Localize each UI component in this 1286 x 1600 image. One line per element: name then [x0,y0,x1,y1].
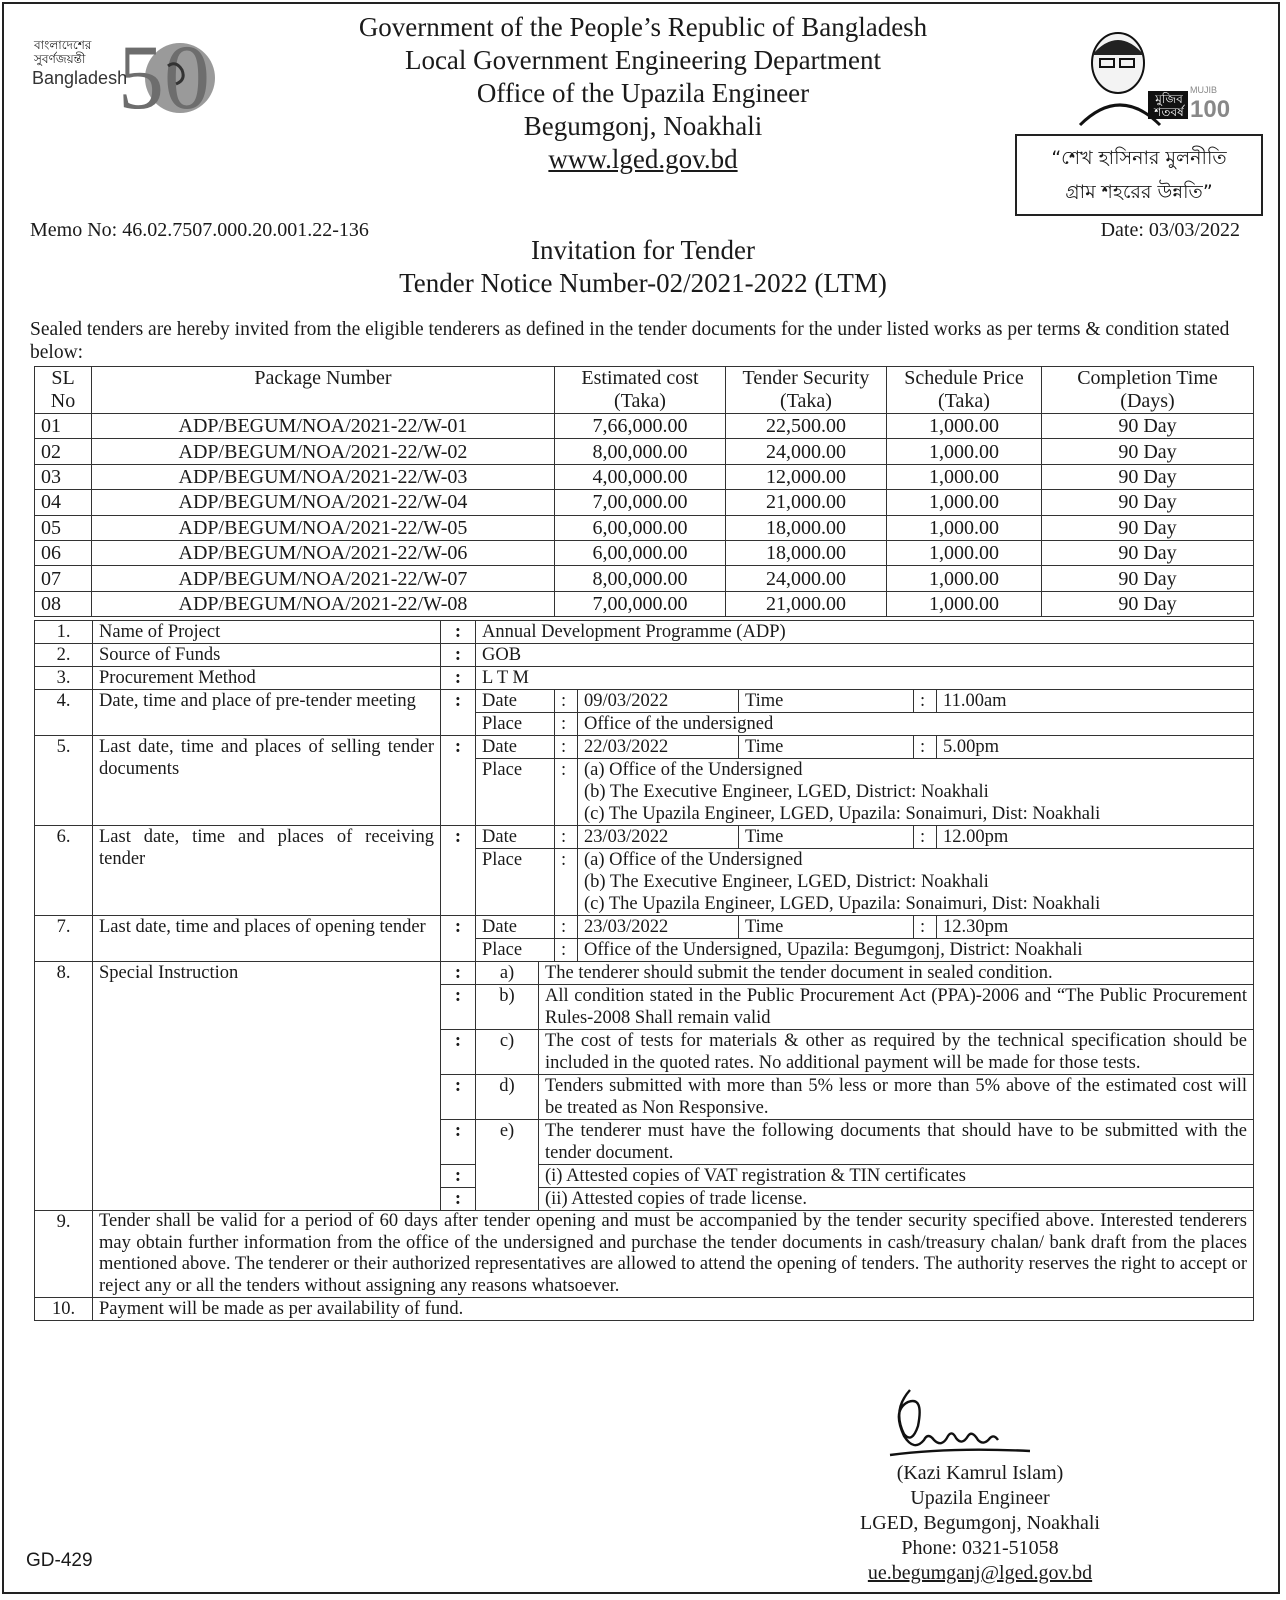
package-row [35,439,1254,464]
mujib-en-text: MUJIB [1190,85,1217,95]
col-header-security: Tender Security (Taka) [726,367,887,414]
details-table [34,620,1254,1321]
package-schedule-price: 1,000.00 [887,490,1042,515]
package-sl: 03 [35,464,92,489]
funds-source: GOB [476,644,1254,667]
package-estimated-cost: 7,00,000.00 [555,591,726,616]
packages-header-row [35,367,1254,414]
package-package-number: ADP/BEGUM/NOA/2021-22/W-08 [92,591,555,616]
package-tender-security: 21,000.00 [726,490,887,515]
footer-code: GD-429 [26,1550,93,1571]
instruction-b: All condition stated in the Public Procurement Act (PPA)-2006 and “The Public Procurement Rules-2008 Shall remain valid [539,985,1254,1030]
notice-date: Date: 03/03/2022 [1100,219,1240,241]
package-tender-security: 18,000.00 [726,515,887,540]
mujib-number: 100 [1190,96,1230,123]
detail-row-receiving: 6. Last date, time and places of receiving tender : Date : 23/03/2022 Time : 12.00pm Place : (a) Office of the Undersigned (b) The Executive Engineer, LGED, District: Noakhali (c) The Upazila Engineer, LGED, Upazila: Sonaimuri, Dist: Noakhali [35,826,1254,916]
package-completion-time: 90 Day [1042,439,1254,464]
package-estimated-cost: 6,00,000.00 [555,515,726,540]
package-schedule-price: 1,000.00 [887,515,1042,540]
logo-number: 50 [118,30,210,120]
logo-en-text: Bangladesh [32,68,128,88]
detail-row-funds: 2. Source of Funds : GOB [35,644,1254,667]
detail-row-payment: 10. Payment will be made as per availability of fund. [35,1298,1254,1321]
payment-note: Payment will be made as per availability of fund. [93,1298,1254,1321]
instruction-e-i: (i) Attested copies of VAT registration & TIN certificates [539,1165,1254,1188]
package-row [35,490,1254,515]
package-tender-security: 21,000.00 [726,591,887,616]
signatory-designation: Upazila Engineer [910,1487,1050,1509]
package-completion-time: 90 Day [1042,566,1254,591]
package-completion-time: 90 Day [1042,591,1254,616]
mujib-borsho-logo [1060,25,1230,135]
instruction-e: The tenderer must have the following documents that should have to be submitted with the tender document. [539,1120,1254,1165]
procurement-method: L T M [476,667,1254,690]
instruction-c: The cost of tests for materials & other as required by the technical specification should be included in the quoted rates. No additional payment will be made for those tests. [539,1030,1254,1075]
package-tender-security: 12,000.00 [726,464,887,489]
detail-row-special-instruction: 8. Special Instruction : a) The tenderer should submit the tender document in sealed condition. : b) All condition stated in the Public Procurement Act (PPA)-2006 and “The Public Procurement Rules-2008 Shall remain valid : c) The cost of tests for materials & other as required by the technical specification should be included in the quoted rates. No additional payment will be made for those tests. : d) Tenders submitted with more than 5% less or more than 5% above of the estimated cost will be treated as Non Responsive. : e) The tenderer must have the following documents that should have to be submitted with the tender document. : (i) Attested copies of VAT registration & TIN certificates : (ii) Attested copies of trade license. [35,962,1254,1211]
package-schedule-price: 1,000.00 [887,566,1042,591]
header-website-link[interactable]: www.lged.gov.bd [548,144,738,174]
col-header-cost: Estimated cost (Taka) [555,367,726,414]
package-estimated-cost: 8,00,000.00 [555,439,726,464]
package-sl: 04 [35,490,92,515]
col-header-schedule: Schedule Price (Taka) [887,367,1042,414]
package-row [35,591,1254,616]
package-package-number: ADP/BEGUM/NOA/2021-22/W-04 [92,490,555,515]
detail-row-project: 1. Name of Project : Annual Development Programme (ADP) [35,621,1254,644]
slogan-line-1: “শেখ হাসিনার মুলনীতি [1051,147,1227,169]
signatory-phone: Phone: 0321-51058 [901,1537,1059,1559]
notice-title: Invitation for Tender [530,235,756,265]
package-estimated-cost: 4,00,000.00 [555,464,726,489]
package-completion-time: 90 Day [1042,414,1254,439]
header-office: Office of the Upazila Engineer [476,78,810,108]
package-row [35,540,1254,565]
package-schedule-price: 1,000.00 [887,439,1042,464]
package-row [35,464,1254,489]
package-package-number: ADP/BEGUM/NOA/2021-22/W-06 [92,540,555,565]
detail-row-validity: 9. Tender shall be valid for a period of 60 days after tender opening and must be accompanied by the tender security specified above. Interested tenderers may obtain further information from the office of the undersigned and purchase the tender documents in cash/treasury chalan/ bank draft from the places mentioned above. The tenderer or their authorized representatives are allowed to attend the opening of tenders. The authority reserves the right to accept or reject any or all the tenders without assigning any reasons whatsoever. [35,1211,1254,1298]
intro-paragraph: Sealed tenders are hereby invited from the eligible tenderers as defined in the tender documents for the under listed works as per terms & condition stated below: [30,319,1230,363]
package-schedule-price: 1,000.00 [887,464,1042,489]
package-package-number: ADP/BEGUM/NOA/2021-22/W-02 [92,439,555,464]
package-package-number: ADP/BEGUM/NOA/2021-22/W-03 [92,464,555,489]
validity-paragraph: Tender shall be valid for a period of 60 days after tender opening and must be accompanied by the tender security specified above. Interested tenderers may obtain further information from the office of the undersigned and purchase the tender documents in cash/treasury chalan/ bank draft from the places mentioned above. The tenderer or their authorized representatives are allowed to attend the opening of tenders. The authority reserves the right to accept or reject any or all the tenders without assigning any reasons whatsoever. [93,1211,1254,1298]
package-tender-security: 22,500.00 [726,414,887,439]
instruction-a: The tenderer should submit the tender document in sealed condition. [539,962,1254,985]
package-schedule-price: 1,000.00 [887,540,1042,565]
package-schedule-price: 1,000.00 [887,591,1042,616]
package-tender-security: 24,000.00 [726,566,887,591]
detail-row-opening: 7. Last date, time and places of opening tender : Date : 23/03/2022 Time : 12.30pm Place : Office of the Undersigned, Upazila: Begumgonj, District: Noakhali [35,916,1254,962]
signatory-email-link[interactable]: ue.begumganj@lged.gov.bd [867,1562,1093,1584]
slogan-box [1015,134,1263,216]
detail-row-pretender: 4. Date, time and place of pre-tender meeting : Date : 09/03/2022 Time : 11.00am Place : Office of the undersigned [35,690,1254,736]
signatory-name: (Kazi Kamrul Islam) [896,1462,1064,1484]
col-header-package: Package Number [92,367,555,414]
header-location: Begumgonj, Noakhali [523,111,763,141]
package-sl: 06 [35,540,92,565]
package-sl: 08 [35,591,92,616]
mujib-bn-text: মুজিব শতবর্ষ [1154,92,1184,119]
instruction-d: Tenders submitted with more than 5% less or more than 5% above of the estimated cost will be treated as Non Responsive. [539,1075,1254,1120]
package-sl: 07 [35,566,92,591]
package-completion-time: 90 Day [1042,515,1254,540]
col-header-sl: SL No [35,367,92,414]
package-row [35,515,1254,540]
slogan-line-2: গ্রাম শহরের উন্নতি” [1065,181,1213,203]
package-tender-security: 24,000.00 [726,439,887,464]
memo-number: Memo No: 46.02.7507.000.20.001.22-136 [30,219,369,241]
notice-subtitle: Tender Notice Number-02/2021-2022 (LTM) [399,268,887,298]
package-row [35,414,1254,439]
package-estimated-cost: 7,66,000.00 [555,414,726,439]
signatory-office: LGED, Begumgonj, Noakhali [860,1512,1100,1534]
package-completion-time: 90 Day [1042,490,1254,515]
package-sl: 02 [35,439,92,464]
package-package-number: ADP/BEGUM/NOA/2021-22/W-05 [92,515,555,540]
package-estimated-cost: 8,00,000.00 [555,566,726,591]
instruction-e-ii: (ii) Attested copies of trade license. [539,1188,1254,1211]
package-sl: 01 [35,414,92,439]
golden-jubilee-logo [30,30,220,120]
project-name: Annual Development Programme (ADP) [476,621,1254,644]
package-row [35,566,1254,591]
package-package-number: ADP/BEGUM/NOA/2021-22/W-07 [92,566,555,591]
package-completion-time: 90 Day [1042,464,1254,489]
package-schedule-price: 1,000.00 [887,414,1042,439]
package-estimated-cost: 6,00,000.00 [555,540,726,565]
package-tender-security: 18,000.00 [726,540,887,565]
logo-bn-text: বাংলাদেশের সুবর্ণজয়ন্তী [34,38,92,66]
package-completion-time: 90 Day [1042,540,1254,565]
signature-image [880,1385,1040,1465]
packages-table [34,366,1254,617]
header-department: Local Government Engineering Department [404,45,882,75]
detail-row-selling: 5. Last date, time and places of selling tender documents : Date : 22/03/2022 Time : 5.00pm Place : (a) Office of the Undersigned (b) The Executive Engineer, LGED, District: Noakhali (c) The Upazila Engineer, LGED, Upazila: Sonaimuri, Dist: Noakhali [35,736,1254,826]
package-sl: 05 [35,515,92,540]
col-header-completion: Completion Time (Days) [1042,367,1254,414]
package-package-number: ADP/BEGUM/NOA/2021-22/W-01 [92,414,555,439]
detail-row-procurement: 3. Procurement Method : L T M [35,667,1254,690]
header-government: Government of the People’s Republic of Bangladesh [358,12,928,42]
package-estimated-cost: 7,00,000.00 [555,490,726,515]
